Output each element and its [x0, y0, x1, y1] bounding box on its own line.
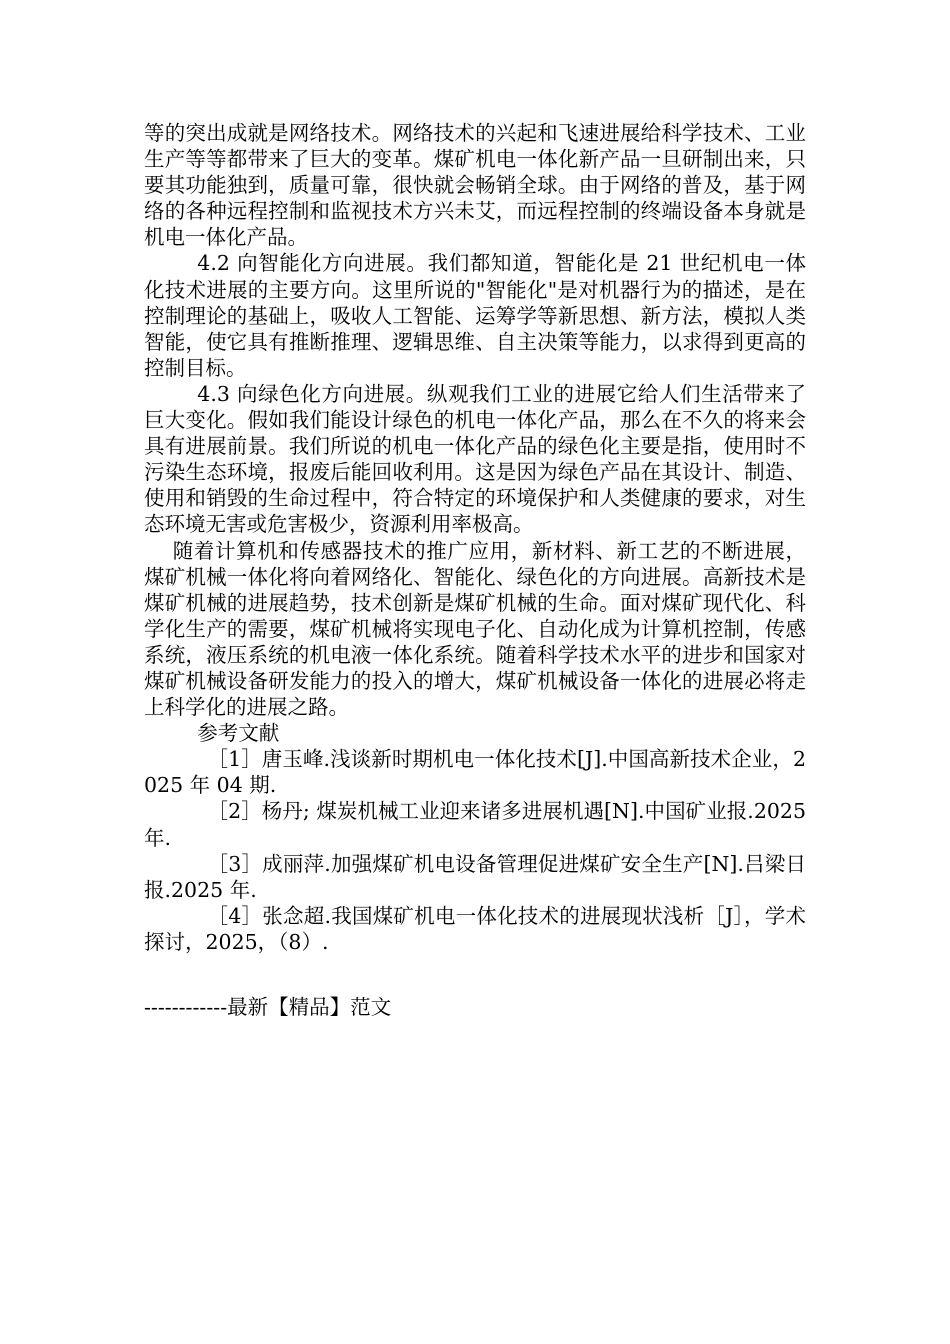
- paragraph-green: 4.3 向绿色化方向进展。纵观我们工业的进展它给人们生活带来了巨大变化。假如我们能设计绿色的机电一体化产品，那么在不久的将来会具有进展前景。我们所说的机电一体化产品的绿色化主要是指，使用时不污染生态环境，报废后能回收利用。这是因为绿色产品在其设计、制造、使用和销毁的生命过程中，符合特定的环境保护和人类健康的要求，对生态环境无害或危害极少，资源利用率极高。: [144, 381, 806, 537]
- reference-item: ［2］杨丹; 煤炭机械工业迎来诸多进展机遇[N].中国矿业报.2025 年.: [144, 799, 806, 850]
- reference-item: ［1］唐玉峰.浅谈新时期机电一体化技术[J].中国高新技术企业，2025 年 04 期.: [144, 747, 806, 798]
- paragraph-conclusion: 随着计算机和传感器技术的推广应用，新材料、新工艺的不断进展，煤矿机械一体化将向着网络化、智能化、绿色化的方向进展。高新技术是煤矿机械的进展趋势，技术创新是煤矿机械的生命。面对煤矿现代化、科学化生产的需要，煤矿机械将实现电子化、自动化成为计算机控制，传感系统，液压系统的机电液一体化系统。随着科学技术水平的进步和国家对煤矿机械设备研发能力的投入的增大，煤矿机械设备一体化的进展必将走上科学化的进展之路。: [144, 538, 806, 720]
- paragraph-intelligent: 4.2 向智能化方向进展。我们都知道，智能化是 21 世纪机电一体化技术进展的主要方向。这里所说的"智能化"是对机器行为的描述，是在控制理论的基础上，吸收人工智能、运筹学等新思想、新方法，模拟人类智能，使它具有推断推理、逻辑思维、自主决策等能力，以求得到更高的控制目标。: [144, 251, 806, 380]
- document-body: [144, 120, 806, 955]
- paragraph-network: 等的突出成就是网络技术。网络技术的兴起和飞速进展给科学技术、工业生产等等都带来了巨大的变革。煤矿机电一体化新产品一旦研制出来，只要其功能独到，质量可靠，很快就会畅销全球。由于网络的普及，基于网络的各种远程控制和监视技术方兴未艾，而远程控制的终端设备本身就是机电一体化产品。: [144, 121, 806, 250]
- reference-item: ［3］成丽萍.加强煤矿机电设备管理促进煤矿安全生产[N].吕梁日报.2025 年.: [144, 851, 806, 902]
- footer-text: ------------最新【精品】范文: [144, 995, 392, 1019]
- reference-item: ［4］张念超.我国煤矿机电一体化技术的进展现状浅析［J］，学术探讨，2025，（8）.: [144, 903, 806, 954]
- references-heading: 参考文献: [197, 721, 280, 746]
